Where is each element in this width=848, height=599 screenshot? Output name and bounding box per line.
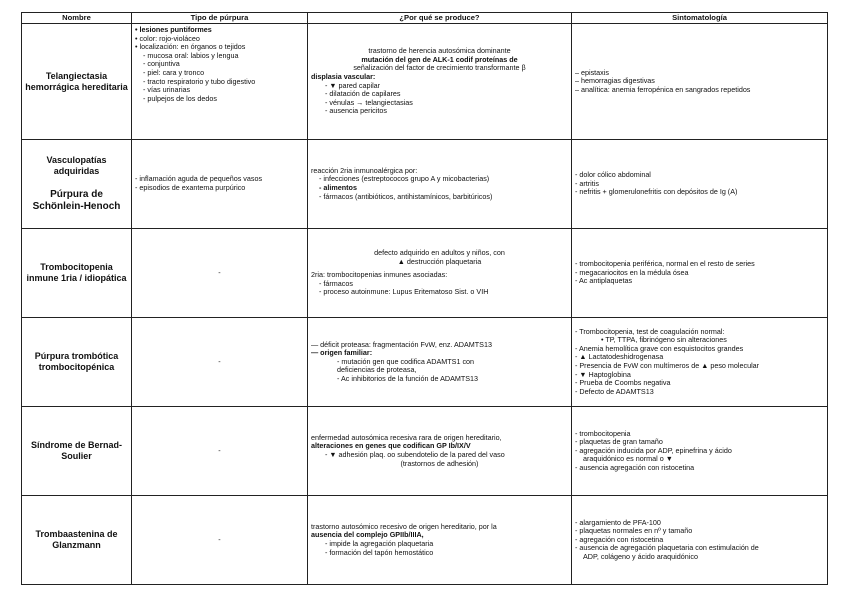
list-item: trastorno autosómico recesivo de origen hereditario, por la xyxy=(311,521,497,531)
purpura-table xyxy=(21,12,828,585)
row-why xyxy=(308,496,572,585)
list-item: • localización: en órganos o tejidos xyxy=(135,42,246,52)
list-item: - dolor cólico abdominal xyxy=(575,170,651,180)
list-item: – analítica: anemia ferropénica en sangrados repetidos xyxy=(575,84,751,94)
row-symptoms xyxy=(572,140,828,229)
list-item: - artritis xyxy=(575,178,599,188)
list-item: - episodios de exantema purpúrico xyxy=(135,183,246,192)
list-item: - mutación gen que codifica ADAMTS1 con xyxy=(337,356,475,366)
list-item: - alargamiento de PFA-100 xyxy=(575,517,661,527)
row-symptoms xyxy=(572,229,828,318)
list-item: - inflamación aguda de pequeños vasos xyxy=(135,174,263,184)
list-item: - Ac antiplaquetas xyxy=(575,276,633,286)
list-item: – epistaxis xyxy=(575,67,609,77)
row-name: Vasculopatías adquiridas Púrpura de Schönlein-Henoch xyxy=(22,140,132,229)
table-row xyxy=(22,140,828,229)
row-type xyxy=(132,24,308,140)
list-item: - Prueba de Coombs negativa xyxy=(575,378,671,388)
row-why xyxy=(308,407,572,496)
list-item: - ▼ Haptoglobina xyxy=(575,369,631,379)
list-item: - pulpejos de los dedos xyxy=(143,93,217,103)
row-why xyxy=(308,140,572,229)
list-item: ▲ destrucción plaquetaria xyxy=(397,256,482,266)
list-item: - megacariocitos en la médula ósea xyxy=(575,267,689,277)
row-type: - xyxy=(132,318,308,407)
table-row xyxy=(22,318,828,407)
list-item: - ausencia pericitos xyxy=(325,106,387,116)
list-item: deficiencias de proteasa, xyxy=(337,365,417,375)
list-item: 2ria: trombocitopenias inmunes asociadas: xyxy=(311,270,448,280)
list-item: • TP, TTPA, fibrinógeno sin alteraciones xyxy=(601,335,727,345)
row-name: Trombaastenina de Glanzmann xyxy=(22,496,132,585)
row-type: - xyxy=(132,496,308,585)
list-item: ADP, colágeno y ácido araquidónico xyxy=(583,551,698,561)
list-item: • color: rojo-violáceo xyxy=(135,33,200,43)
row-symptoms xyxy=(572,24,828,140)
list-item: - mucosa oral: labios y lengua xyxy=(143,50,239,60)
list-item: alteraciones en genes que codifican GP Ib/IX/V xyxy=(311,441,471,451)
list-item: - plaquetas de gran tamaño xyxy=(575,437,663,447)
list-item: trastorno de herencia autosómica dominante xyxy=(368,46,511,56)
list-item: - plaquetas normales en nº y tamaño xyxy=(575,526,693,536)
row-why xyxy=(308,24,572,140)
list-item: - Ac inhibitorios de la función de ADAMTS13 xyxy=(337,373,479,383)
row-name: Púrpura trombótica trombocitopénica xyxy=(22,318,132,407)
list-item: - trombocitopenia periférica, normal en el resto de series xyxy=(575,259,755,269)
row-name: Trombocitopenia inmune 1ria / idiopática xyxy=(22,229,132,318)
list-item: - vías urinarias xyxy=(143,85,191,95)
list-item: ausencia del complejo GPIIb/IIIA, xyxy=(311,530,424,540)
list-item: - impide la agregación plaquetaria xyxy=(325,539,434,548)
row-type xyxy=(132,140,308,229)
row-name: Telangiectasia hemorrágica hereditaria xyxy=(22,24,132,140)
list-item: - Anemia hemolítica grave con esquistocitos grandes xyxy=(575,343,744,353)
list-item: araquidónico es normal o ▼ xyxy=(583,454,673,464)
row-why xyxy=(308,318,572,407)
list-item: señalización del factor de crecimiento transformante β xyxy=(353,63,526,73)
list-item: - agregación inducida por ADP, epinefrina y ácido xyxy=(575,445,732,455)
list-item: — origen familiar: xyxy=(311,348,373,358)
list-item: mutación del gen de ALK-1 codif proteínas de xyxy=(361,54,518,64)
list-item: (trastornos de adhesión) xyxy=(400,458,479,468)
list-item: displasia vascular: xyxy=(311,71,376,81)
table-row xyxy=(22,24,828,140)
list-item: - ausencia agregación con ristocetina xyxy=(575,462,695,472)
row-symptoms xyxy=(572,407,828,496)
list-item: - fármacos (antibióticos, antihistamínicos, barbitúricos) xyxy=(319,191,493,201)
list-item: - fármacos xyxy=(319,278,353,288)
header-row xyxy=(22,13,828,24)
list-item: — déficit proteasa: fragmentación FvW, enz. ADAMTS13 xyxy=(311,339,492,349)
list-item: - formación del tapón hemostático xyxy=(325,547,434,557)
row-symptoms xyxy=(572,496,828,585)
list-item: - conjuntiva xyxy=(143,59,180,69)
list-item: - dilatación de capilares xyxy=(325,89,401,99)
list-item: - nefritis + glomerulonefritis con depósitos de Ig (A) xyxy=(575,187,738,197)
row-type: - xyxy=(132,407,308,496)
list-item: reacción 2ria inmunoalérgica por: xyxy=(311,165,418,175)
list-item: - piel: cara y tronco xyxy=(143,67,205,77)
list-item: - infecciones (estreptococos grupo A y micobacterias) xyxy=(319,174,490,184)
list-item: - Trombocitopenia, test de coagulación normal: xyxy=(575,326,725,336)
list-item: enfermedad autosómica recesiva rara de origen hereditario, xyxy=(311,432,502,442)
table-row xyxy=(22,229,828,318)
list-item: - vénulas → telangiectasias xyxy=(325,97,413,107)
header-porque: ¿Por qué se produce? xyxy=(308,13,572,24)
row-type: - xyxy=(132,229,308,318)
list-item: - Defecto de ADAMTS13 xyxy=(575,386,654,396)
list-item: defecto adquirido en adultos y niños, con xyxy=(374,248,505,258)
list-item: - Presencia de FvW con multímeros de ▲ peso molecular xyxy=(575,361,760,370)
list-item: - ▲ Lactatodeshidrogenasa xyxy=(575,352,664,362)
row-why xyxy=(308,229,572,318)
list-item: - ▼ adhesión plaq. oo subendotelio de la pared del vaso xyxy=(325,450,505,459)
list-item: - agregación con ristocetina xyxy=(575,534,664,544)
list-item: - alimentos xyxy=(319,183,357,192)
header-nombre: Nombre xyxy=(22,13,132,24)
row-name: Síndrome de Bernad-Soulier xyxy=(22,407,132,496)
header-tipo: Tipo de púrpura xyxy=(132,13,308,24)
list-item: – hemorragias digestivas xyxy=(575,76,655,86)
list-item: • lesiones puntiformes xyxy=(135,25,212,34)
list-item: - proceso autoinmune: Lupus Eritematoso Sist. o VIH xyxy=(319,287,489,297)
list-item: - ▼ pared capilar xyxy=(325,80,381,90)
list-item: - ausencia de agregación plaquetaria con estimulación de xyxy=(575,543,759,553)
table-row xyxy=(22,407,828,496)
header-sintomatologia: Sintomatología xyxy=(572,13,828,24)
list-item: - trombocitopenia xyxy=(575,428,631,438)
row-symptoms xyxy=(572,318,828,407)
list-item: - tracto respiratorio y tubo digestivo xyxy=(143,76,256,86)
table-row xyxy=(22,496,828,585)
